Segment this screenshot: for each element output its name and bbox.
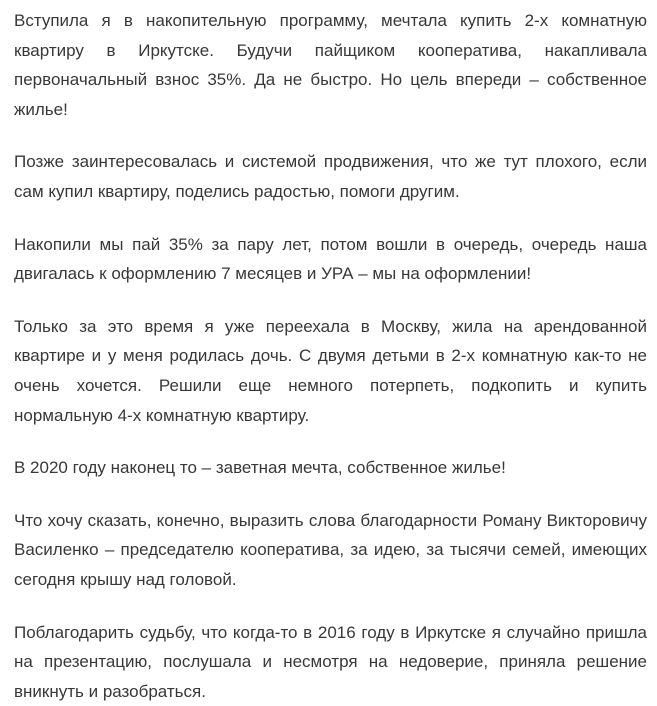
article-paragraph-6: Что хочу сказать, конечно, выразить слова благодарности Роману Викторовичу Василенко – председателю кооператива, за идею, за тысячи семей, имеющих сегодня крышу над головой. <box>14 506 647 595</box>
article-paragraph-5: В 2020 году наконец то – заветная мечта, собственное жилье! <box>14 453 647 483</box>
article-paragraph-3: Накопили мы пай 35% за пару лет, потом вошли в очередь, очередь наша двигалась к оформлению 7 месяцев и УРА – мы на оформлении! <box>14 230 647 289</box>
article-paragraph-2: Позже заинтересовалась и системой продвижения, что же тут плохого, если сам купил квартиру, поделись радостью, помоги другим. <box>14 147 647 206</box>
article-paragraph-7: Поблагодарить судьбу, что когда-то в 2016 году в Иркутске я случайно пришла на презентацию, послушала и несмотря на недоверие, приняла решение вникнуть и разобраться. <box>14 618 647 706</box>
article-paragraph-1: Вступила я в накопительную программу, мечтала купить 2-х комнатную квартиру в Иркутске. Будучи пайщиком кооператива, накапливала первоначальный взнос 35%. Да не быстро. Но цель впереди – собственное жилье! <box>14 6 647 124</box>
article-paragraph-4: Только за это время я уже переехала в Москву, жила на арендованной квартире и у меня родилась дочь. С двумя детьми в 2-х комнатную как-то не очень хочется. Решили еще немного потерпеть, подкопить и купить нормальную 4-х комнатную квартиру. <box>14 312 647 430</box>
